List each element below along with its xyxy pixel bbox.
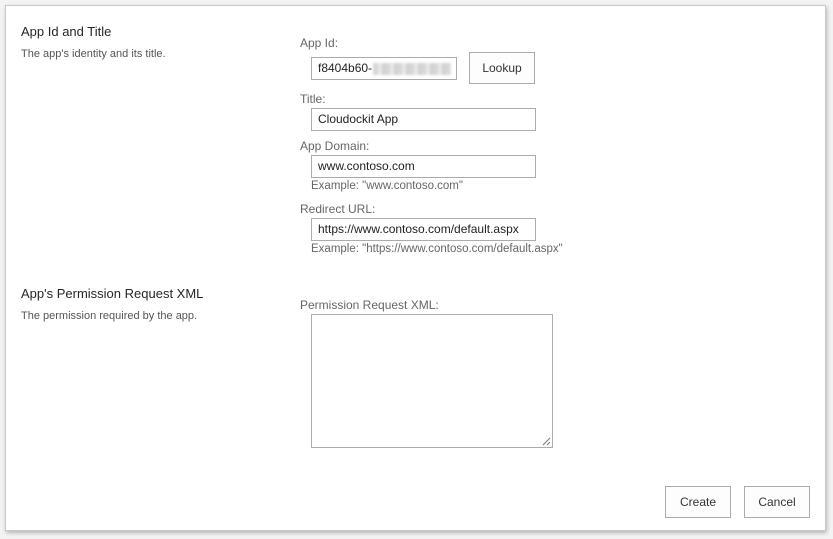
app-domain-example: Example: "www.contoso.com" xyxy=(311,180,463,192)
resize-grip-icon[interactable] xyxy=(542,437,551,446)
create-button[interactable]: Create xyxy=(665,486,731,518)
section-description-app-id: The app's identity and its title. xyxy=(21,48,166,60)
obscured-text xyxy=(373,63,451,75)
section-title-app-id: App Id and Title xyxy=(21,24,112,39)
permission-xml-textarea[interactable] xyxy=(311,314,553,448)
app-registration-dialog xyxy=(5,5,826,531)
cancel-button[interactable]: Cancel xyxy=(744,486,810,518)
app-domain-label: App Domain: xyxy=(300,139,370,153)
section-description-permission: The permission required by the app. xyxy=(21,310,198,322)
section-title-permission: App's Permission Request XML xyxy=(21,286,204,301)
app-id-label: App Id: xyxy=(300,36,339,50)
redirect-url-example: Example: "https://www.contoso.com/default.aspx" xyxy=(311,243,563,255)
permission-xml-label: Permission Request XML: xyxy=(300,298,439,312)
title-label: Title: xyxy=(300,92,326,106)
app-domain-input[interactable]: www.contoso.com xyxy=(311,155,536,178)
title-input[interactable]: Cloudockit App xyxy=(311,108,536,131)
redirect-url-label: Redirect URL: xyxy=(300,202,376,216)
redirect-url-input[interactable]: https://www.contoso.com/default.aspx xyxy=(311,218,536,241)
app-id-value: f8404b60- xyxy=(318,61,373,75)
lookup-button[interactable]: Lookup xyxy=(469,52,535,84)
app-id-input[interactable] xyxy=(311,57,457,80)
